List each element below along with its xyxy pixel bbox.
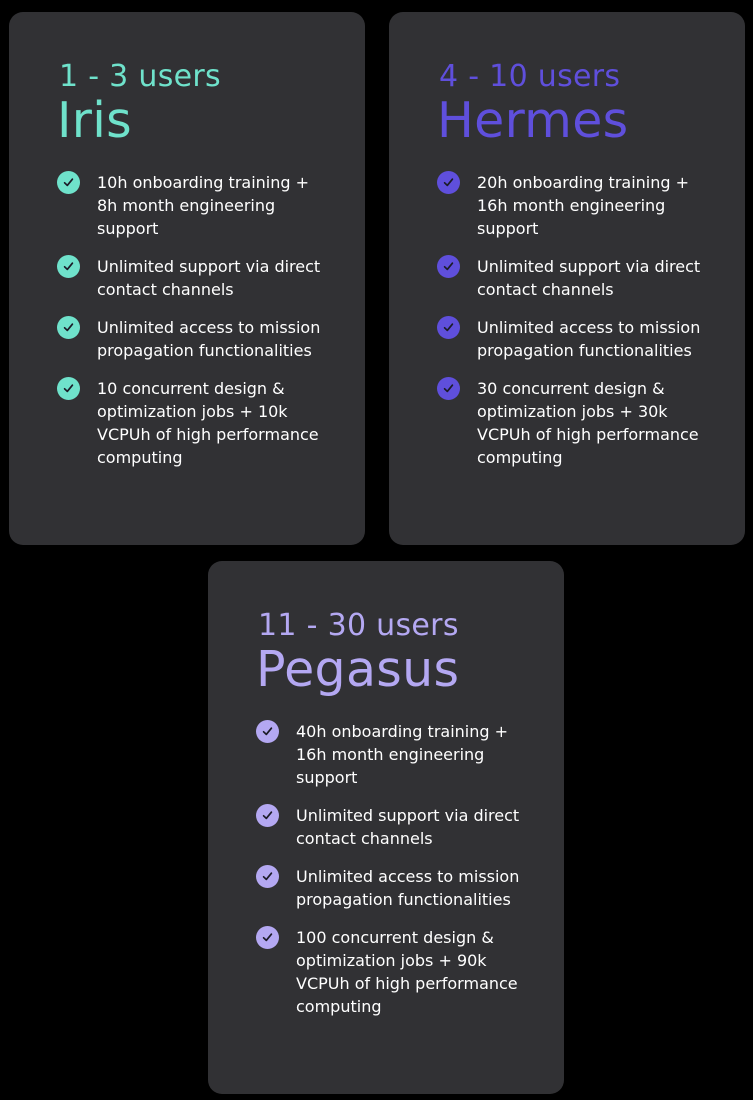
feature-text: Unlimited access to mission propagation functionalities (97, 318, 321, 360)
feature-text: Unlimited support via direct contact channels (296, 806, 520, 848)
check-circle-icon (57, 255, 80, 278)
feature-text: Unlimited access to mission propagation functionalities (296, 867, 520, 909)
feature-item (256, 926, 564, 1018)
feature-text: 20h onboarding training + 16h month engineering support (477, 173, 690, 238)
check-circle-icon (256, 804, 279, 827)
feature-item (437, 255, 745, 301)
feature-item (57, 171, 365, 240)
check-circle-icon (437, 377, 460, 400)
feature-item (437, 377, 745, 469)
check-circle-icon (57, 171, 80, 194)
pricing-card-pegasus (208, 561, 564, 1094)
check-circle-icon (437, 316, 460, 339)
pricing-card-hermes (389, 12, 745, 545)
plan-name: Hermes (437, 92, 629, 149)
feature-list (57, 171, 365, 469)
check-circle-icon (256, 926, 279, 949)
check-circle-icon (256, 865, 279, 888)
feature-item (256, 804, 564, 850)
check-circle-icon (437, 171, 460, 194)
plan-user-range: 4 - 10 users (439, 59, 621, 94)
feature-text: Unlimited support via direct contact channels (477, 257, 701, 299)
feature-text: 100 concurrent design & optimization jobs + 90k VCPUh of high performance computing (296, 928, 518, 1016)
feature-item (256, 720, 564, 789)
plan-name: Iris (57, 92, 132, 149)
feature-item (437, 316, 745, 362)
check-circle-icon (57, 316, 80, 339)
feature-text: 10 concurrent design & optimization jobs + 10k VCPUh of high performance computing (97, 379, 319, 467)
check-circle-icon (256, 720, 279, 743)
plan-name: Pegasus (256, 641, 460, 698)
feature-item (57, 316, 365, 362)
plan-user-range: 11 - 30 users (258, 608, 459, 643)
feature-list (256, 720, 564, 1018)
feature-list (437, 171, 745, 469)
feature-text: 10h onboarding training + 8h month engineering support (97, 173, 310, 238)
feature-text: 30 concurrent design & optimization jobs + 30k VCPUh of high performance computing (477, 379, 699, 467)
feature-item (437, 171, 745, 240)
plan-user-range: 1 - 3 users (59, 59, 221, 94)
feature-item (57, 377, 365, 469)
feature-text: Unlimited access to mission propagation functionalities (477, 318, 701, 360)
pricing-card-iris (9, 12, 365, 545)
feature-item (256, 865, 564, 911)
check-circle-icon (437, 255, 460, 278)
check-circle-icon (57, 377, 80, 400)
feature-item (57, 255, 365, 301)
feature-text: 40h onboarding training + 16h month engineering support (296, 722, 509, 787)
feature-text: Unlimited support via direct contact channels (97, 257, 321, 299)
